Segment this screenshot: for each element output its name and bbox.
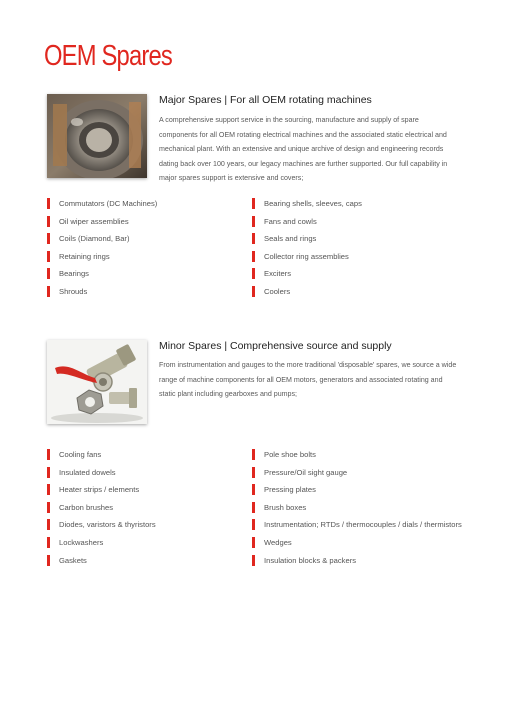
red-bar-bullet-icon: [252, 502, 255, 513]
red-bar-bullet-icon: [47, 502, 50, 513]
red-bar-bullet-icon: [47, 449, 50, 460]
red-bar-bullet-icon: [252, 537, 255, 548]
list-item: Carbon brushes: [47, 502, 237, 520]
red-bar-bullet-icon: [252, 198, 255, 209]
red-bar-bullet-icon: [47, 198, 50, 209]
list-item: Cooling fans: [47, 449, 237, 467]
minor-spares-list-right: [252, 449, 492, 572]
list-item: Pole shoe bolts: [252, 449, 492, 467]
red-bar-bullet-icon: [47, 268, 50, 279]
list-item: Instrumentation; RTDs / thermocouples / dials / thermistors: [252, 519, 492, 537]
list-item: Exciters: [252, 268, 472, 286]
list-item: Coils (Diamond, Bar): [47, 233, 237, 251]
red-bar-bullet-icon: [47, 467, 50, 478]
list-item: Oil wiper assemblies: [47, 216, 237, 234]
red-bar-bullet-icon: [252, 484, 255, 495]
list-item: Pressing plates: [252, 484, 492, 502]
major-spares-photo: [47, 94, 147, 178]
list-item: Collector ring assemblies: [252, 251, 472, 269]
red-bar-bullet-icon: [47, 286, 50, 297]
major-spares-list-left: [47, 198, 237, 304]
list-item: Fans and cowls: [252, 216, 472, 234]
red-bar-bullet-icon: [252, 251, 255, 262]
list-item: Commutators (DC Machines): [47, 198, 237, 216]
red-bar-bullet-icon: [252, 467, 255, 478]
major-spares-description: A comprehensive support service in the sourcing, manufacture and supply of spare components for all OEM rotating electrical machines and the associated static electrical and mechanical plant. With an extensive and unique archive of design and engineering records dating back over 100 years, our legacy machines are further supported. Our full capability in major spares support is extensive and covers;: [159, 116, 448, 182]
red-bar-bullet-icon: [252, 555, 255, 566]
red-bar-bullet-icon: [47, 537, 50, 548]
red-bar-bullet-icon: [47, 519, 50, 530]
list-item: Heater strips / elements: [47, 484, 237, 502]
list-item: Coolers: [252, 286, 472, 304]
list-item: Diodes, varistors & thyristors: [47, 519, 237, 537]
minor-spares-photo: [47, 340, 147, 424]
list-item: Gaskets: [47, 555, 237, 573]
red-bar-bullet-icon: [252, 449, 255, 460]
red-bar-bullet-icon: [252, 268, 255, 279]
red-bar-bullet-icon: [47, 555, 50, 566]
list-item: Brush boxes: [252, 502, 492, 520]
list-item: Lockwashers: [47, 537, 237, 555]
page-title: OEM Spares: [44, 40, 172, 72]
minor-spares-description: From instrumentation and gauges to the more traditional 'disposable' spares, we source a wide range of machine components for all OEM motors, generators and associated rotating and static plant including gearboxes and pumps;: [159, 361, 457, 398]
red-bar-bullet-icon: [252, 286, 255, 297]
list-item: Insulated dowels: [47, 467, 237, 485]
red-bar-bullet-icon: [252, 519, 255, 530]
list-item: Insulation blocks & packers: [252, 555, 492, 573]
list-item: Bearings: [47, 268, 237, 286]
list-item: Bearing shells, sleeves, caps: [252, 198, 472, 216]
list-item: Wedges: [252, 537, 492, 555]
minor-spares-list-left: [47, 449, 237, 572]
major-spares-heading: Major Spares | For all OEM rotating machines: [159, 94, 372, 106]
red-bar-bullet-icon: [252, 216, 255, 227]
list-item: Pressure/Oil sight gauge: [252, 467, 492, 485]
list-item: Retaining rings: [47, 251, 237, 269]
red-bar-bullet-icon: [47, 484, 50, 495]
red-bar-bullet-icon: [252, 233, 255, 244]
minor-spares-heading: Minor Spares | Comprehensive source and supply: [159, 340, 392, 352]
list-item: Seals and rings: [252, 233, 472, 251]
red-bar-bullet-icon: [47, 233, 50, 244]
list-item: Shrouds: [47, 286, 237, 304]
red-bar-bullet-icon: [47, 251, 50, 262]
red-bar-bullet-icon: [47, 216, 50, 227]
major-spares-list-right: [252, 198, 472, 304]
